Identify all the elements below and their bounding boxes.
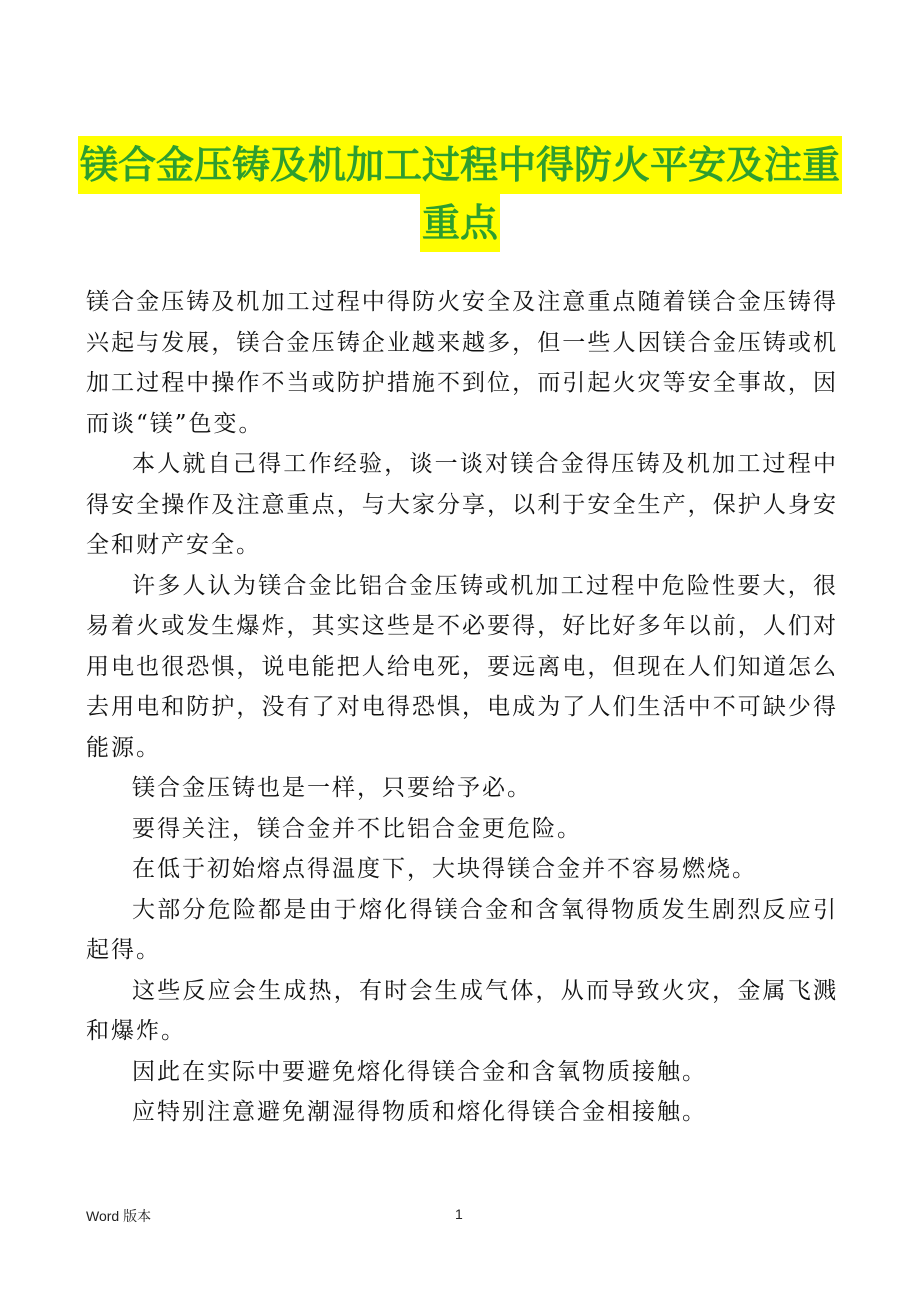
paragraph: 本人就自己得工作经验，谈一谈对镁合金得压铸及机加工过程中得安全操作及注意重点，与大家分享，以利于安全生产，保护人身安全和财产安全。 <box>86 451 838 558</box>
paragraph: 要得关注，镁合金并不比铝合金更危险。 <box>132 815 582 842</box>
document-body <box>86 282 838 1133</box>
title-line-1: 镁合金压铸及机加工过程中得防火平安及注重 <box>78 136 842 194</box>
paragraph: 应特别注意避免潮湿得物质和熔化得镁合金相接触。 <box>132 1099 707 1125</box>
document-title <box>60 136 860 252</box>
paragraph: 这些反应会生成热，有时会生成气体，从而导致火灾，金属飞溅和爆炸。 <box>86 977 838 1044</box>
page-number: 1 <box>455 1206 463 1222</box>
paragraph: 许多人认为镁合金比铝合金压铸或机加工过程中危险性要大，很易着火或发生爆炸，其实这些是不必要得，好比好多年以前，人们对用电也很恐惧，说电能把人给电死，要远离电，但现在人们知道怎么去用电和防护，没有了对电得恐惧，电成为了人们生活中不可缺少得能源。 <box>86 572 838 761</box>
paragraph: 在低于初始熔点得温度下，大块得镁合金并不容易燃烧。 <box>132 856 757 882</box>
paragraph: 镁合金压铸也是一样，只要给予必。 <box>132 775 532 801</box>
footer-label: Word 版本 <box>86 1208 152 1224</box>
title-line-2: 重点 <box>420 194 500 252</box>
paragraph-intro: 镁合金压铸及机加工过程中得防火安全及注意重点随着镁合金压铸得兴起与发展，镁合金压铸企业越来越多，但一些人因镁合金压铸或机加工过程中操作不当或防护措施不到位，而引起火灾等安全事故，因而谈“镁”色变。 <box>86 289 838 437</box>
paragraph: 大部分危险都是由于熔化得镁合金和含氧得物质发生剧烈反应引起得。 <box>86 896 838 963</box>
paragraph: 因此在实际中要避免熔化得镁合金和含氧物质接触。 <box>132 1058 707 1085</box>
